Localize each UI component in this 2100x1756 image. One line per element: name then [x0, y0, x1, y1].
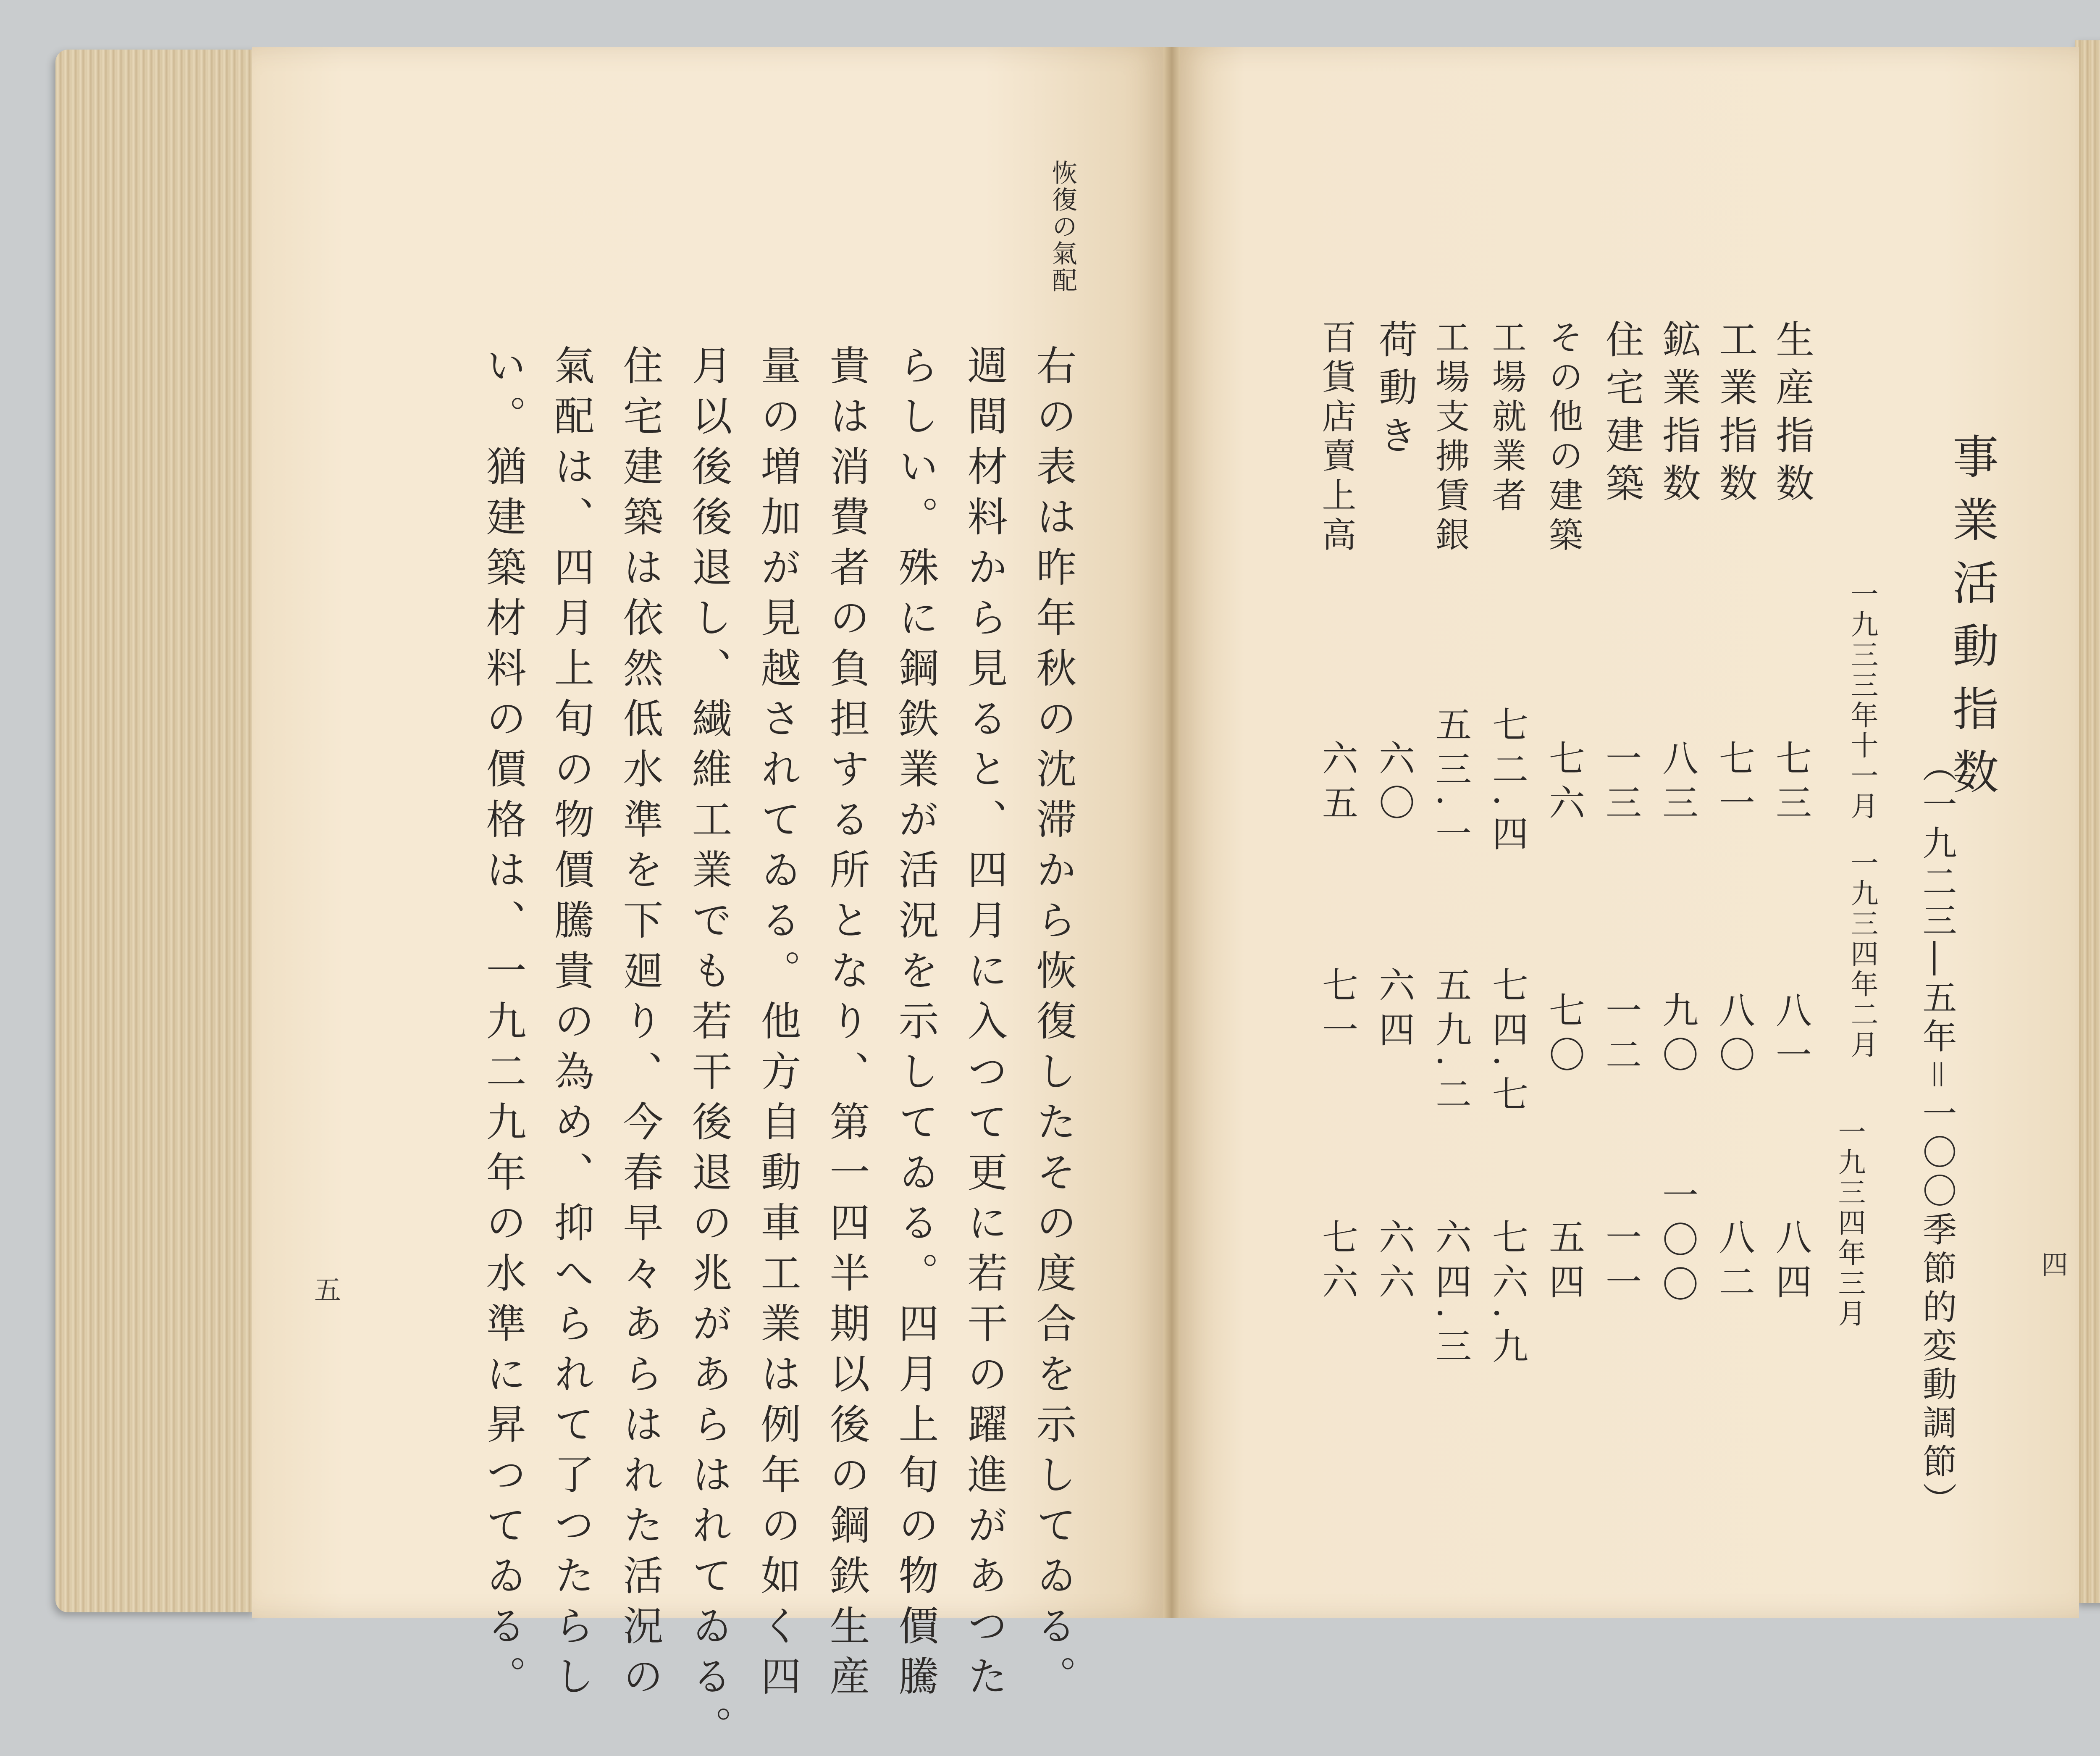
- table-cell: 八三: [1656, 739, 1698, 828]
- row-label: 工業指数: [1713, 319, 1758, 511]
- table-subtitle: （一九二三―五年＝一〇〇季節的変動調節）: [1917, 748, 1957, 1521]
- table-cell: 一一: [1599, 1218, 1641, 1307]
- body-text-column: 月以後後退し、繊維工業でも若干後退の兆があらはれてゐる。: [685, 344, 732, 1756]
- table-cell: 八四: [1769, 1218, 1811, 1307]
- row-label: 生産指数: [1769, 319, 1814, 511]
- table-cell: 八一: [1769, 991, 1811, 1080]
- table-cell: 七六: [1543, 739, 1585, 828]
- table-cell: 七三: [1769, 739, 1811, 828]
- table-cell: 五四: [1543, 1218, 1585, 1307]
- table-cell: 一〇〇: [1656, 1176, 1698, 1310]
- table-cell: 六六: [1373, 1218, 1415, 1307]
- table-cell: 九〇: [1656, 991, 1698, 1080]
- table-cell: 五九.二: [1429, 966, 1471, 1120]
- left-page-number: 五: [314, 1275, 341, 1306]
- body-text-column: 住宅建築は依然低水準を下廻り、今春早々あらはれた活況の: [617, 344, 664, 1706]
- row-label: 工場就業者: [1486, 319, 1526, 517]
- table-cell: 七六.九: [1486, 1218, 1528, 1372]
- body-text-column: い。猶建築材料の價格は、一九二九年の水準に昇つてゐる。: [480, 344, 527, 1706]
- date-header: 一九三三年十一月: [1846, 580, 1878, 822]
- date-header: 一九三四年三月: [1833, 1117, 1866, 1329]
- left-page-block-edge: [55, 50, 257, 1612]
- table-cell: 一二: [1599, 991, 1641, 1080]
- row-label: 住宅建築: [1599, 319, 1644, 511]
- body-text-column: 週間材料から見ると、四月に入つて更に若干の躍進があつた: [961, 344, 1008, 1706]
- body-text-column: 右の表は昨年秋の沈滞から恢復したその度合を示してゐる。: [1030, 344, 1077, 1706]
- row-label: 鉱業指数: [1656, 319, 1701, 511]
- table-cell: 七六: [1316, 1218, 1358, 1307]
- date-header: 一九三四年二月: [1846, 849, 1878, 1060]
- table-title: 事業活動指数: [1945, 433, 1999, 811]
- table-cell: 八〇: [1713, 991, 1755, 1080]
- table-cell: 八二: [1713, 1218, 1755, 1307]
- section-heading: 恢復の氣配: [1048, 160, 1077, 294]
- body-text-column: 氣配は、四月上旬の物價騰貴の為め、抑へられて了つたらし: [548, 344, 595, 1706]
- table-cell: 一三: [1599, 739, 1641, 828]
- body-text-column: らしい。殊に鋼鉄業が活況を示してゐる。四月上旬の物價騰: [892, 344, 939, 1706]
- table-cell: 七一: [1713, 739, 1755, 828]
- table-cell: 六〇: [1373, 739, 1415, 828]
- table-cell: 六四: [1373, 966, 1415, 1055]
- body-text-column: 量の増加が見越されてゐる。他方自動車工業は例年の如く四: [754, 344, 801, 1706]
- table-cell: 七二.四: [1486, 706, 1528, 860]
- row-label: 工場支拂賃銀: [1430, 319, 1470, 556]
- right-page-number: 四: [2041, 1250, 2068, 1281]
- body-text-column: 貴は消費者の負担する所となり、第一四半期以後の鋼鉄生産: [823, 344, 870, 1706]
- row-label: その他の建築: [1543, 319, 1583, 556]
- table-cell: 七一: [1316, 966, 1358, 1055]
- table-cell: 七〇: [1543, 991, 1585, 1080]
- row-label: 荷動き: [1373, 319, 1418, 463]
- table-cell: 六五: [1316, 739, 1358, 828]
- table-cell: 五三.一: [1429, 706, 1471, 860]
- table-cell: 六四.三: [1429, 1218, 1471, 1372]
- row-label: 百貨店賣上高: [1316, 319, 1356, 556]
- table-cell: 七四.七: [1486, 966, 1528, 1120]
- book-gutter: [1163, 47, 1180, 1618]
